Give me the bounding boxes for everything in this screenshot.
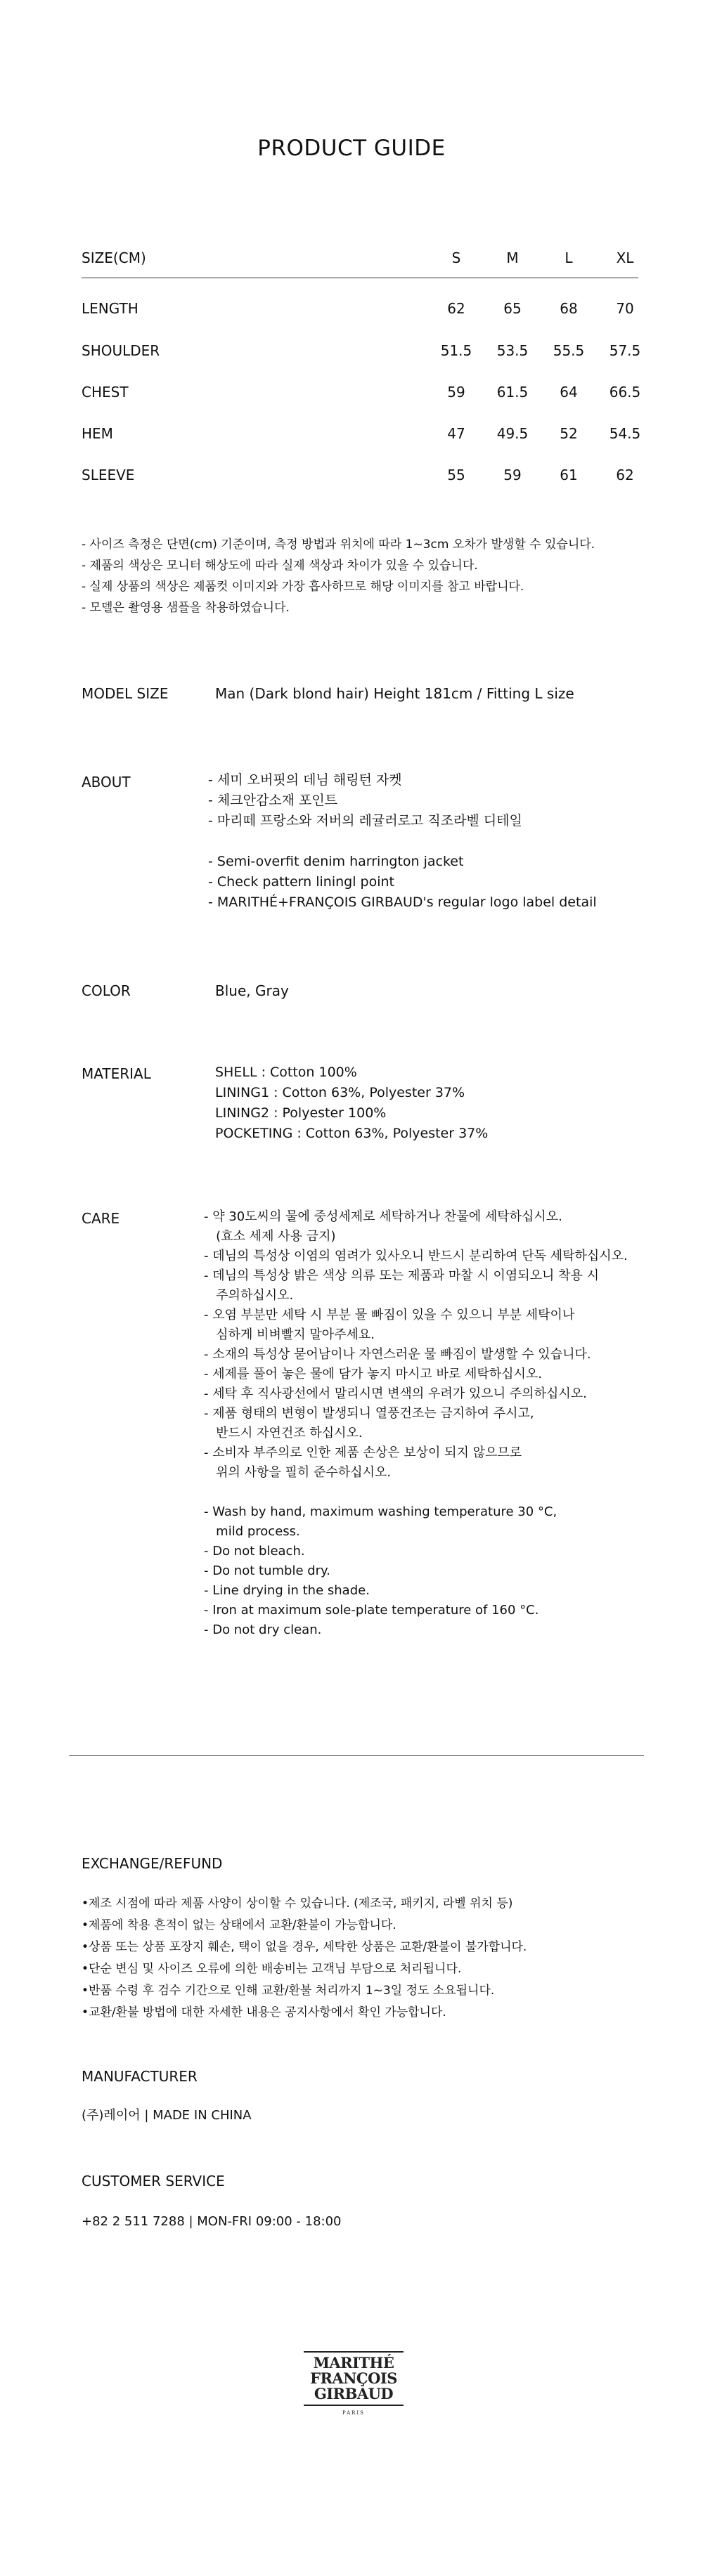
care-line: - 오염 부분만 세탁 시 부분 물 빠짐이 있을 수 있으니 부분 세탁이나 xyxy=(204,1308,575,1322)
color-value: Blue, Gray xyxy=(215,982,289,999)
note-line: - 모델은 촬영용 샘플을 착용하였습니다. xyxy=(82,601,290,615)
table-row xyxy=(82,342,641,363)
care-line: - Do not dry clean. xyxy=(204,1622,322,1637)
care-line: - 소비자 부주의로 인한 제품 손상은 보상이 되지 않으므로 xyxy=(204,1445,522,1460)
table-cell: 62 xyxy=(616,467,634,483)
table-cell: 62 xyxy=(447,300,465,317)
table-cell: 54.5 xyxy=(609,425,641,442)
table-row xyxy=(82,384,641,405)
about-line: - Semi-overfit denim harrington jacket xyxy=(208,854,464,869)
size-header-label: SIZE(CM) xyxy=(82,249,146,266)
care-label: CARE xyxy=(82,1210,120,1227)
row-label: SLEEVE xyxy=(82,467,135,483)
table-cell: 55.5 xyxy=(553,342,585,359)
model-size-value: Man (Dark blond hair) Height 181cm / Fitting L size xyxy=(215,685,574,702)
care-line: - Line drying in the shade. xyxy=(204,1583,370,1598)
table-cell: 61.5 xyxy=(496,384,529,401)
table-cell: 57.5 xyxy=(609,342,641,359)
customer-service-value: +82 2 511 7288 | MON-FRI 09:00 - 18:00 xyxy=(82,2214,342,2229)
material-line: LINING1 : Cotton 63%, Polyester 37% xyxy=(215,1085,465,1100)
customer-service-label: CUSTOMER SERVICE xyxy=(82,2173,225,2190)
exchange-line: •교환/환불 방법에 대한 자세한 내용은 공지사항에서 확인 가능합니다. xyxy=(82,2005,446,2019)
table-row xyxy=(82,300,638,321)
about-line: - MARITHÉ+FRANÇOIS GIRBAUD's regular logo label detail xyxy=(208,895,597,910)
logo-rule-bottom xyxy=(304,2405,404,2406)
logo-word: FRANÇOIS xyxy=(310,2369,397,2387)
care-line: - 세제를 풀어 놓은 물에 담가 놓지 마시고 바로 세탁하십시오. xyxy=(204,1367,543,1381)
exchange-line: •상품 또는 상품 포장지 훼손, 택이 없을 경우, 세탁한 상품은 교환/환불이 불가합니다. xyxy=(82,1940,527,1954)
table-cell: 64 xyxy=(560,384,578,401)
care-text xyxy=(204,1207,628,1640)
table-row xyxy=(82,425,641,446)
section-divider xyxy=(69,1755,644,1756)
care-line: - 세탁 후 직사광선에서 말리시면 변색의 우려가 있으니 주의하십시오. xyxy=(204,1386,587,1401)
size-header-s: S xyxy=(451,249,461,266)
size-header-m: M xyxy=(506,249,519,266)
about-line: - 체크안감소재 포인트 xyxy=(208,793,338,808)
care-line: - Do not bleach. xyxy=(204,1544,305,1559)
care-line: 반드시 자연건조 하십시오. xyxy=(204,1426,363,1440)
row-label: LENGTH xyxy=(82,300,138,317)
note-line: - 사이즈 측정은 단면(cm) 기준이며, 측정 방법과 위치에 따라 1~3cm 오차가 발생할 수 있습니다. xyxy=(82,538,595,552)
table-cell: 53.5 xyxy=(496,342,529,359)
row-label: HEM xyxy=(82,425,113,442)
exchange-line: •제품에 착용 흔적이 없는 상태에서 교환/환불이 가능합니다. xyxy=(82,1918,396,1932)
care-line: mild process. xyxy=(204,1524,300,1539)
table-cell: 66.5 xyxy=(609,384,641,401)
exchange-refund-label: EXCHANGE/REFUND xyxy=(82,1855,223,1872)
logo-word: GIRBAUD xyxy=(314,2385,394,2402)
logo-word: MARITHÉ xyxy=(313,2354,394,2372)
note-line: - 제품의 색상은 모니터 해상도에 따라 실제 색상과 차이가 있을 수 있습니다. xyxy=(82,559,478,573)
care-line: 위의 사항을 필히 준수하십시오. xyxy=(204,1465,392,1480)
table-cell: 68 xyxy=(560,300,578,317)
table-cell: 70 xyxy=(616,300,634,317)
material-text xyxy=(215,1062,488,1144)
material-line: SHELL : Cotton 100% xyxy=(215,1065,357,1080)
exchange-line: •제조 시점에 따라 제품 사양이 상이할 수 있습니다. (제조국, 패키지, 라벨 위치 등) xyxy=(82,1897,513,1911)
row-label: SHOULDER xyxy=(82,342,160,359)
table-cell: 49.5 xyxy=(496,425,529,442)
size-header-l: L xyxy=(565,249,573,266)
about-line: - 마리떼 프랑소와 저버의 레귤러로고 직조라벨 디테일 xyxy=(208,813,522,828)
care-line: 주의하십시오. xyxy=(204,1288,294,1303)
care-line: - 제품 형태의 변형이 발생되니 열풍건조는 금지하여 주시고, xyxy=(204,1406,534,1421)
care-line xyxy=(204,1483,628,1502)
material-line: LINING2 : Polyester 100% xyxy=(215,1105,387,1121)
material-line: POCKETING : Cotton 63%, Polyester 37% xyxy=(215,1126,489,1141)
brand-logo xyxy=(302,2351,405,2416)
table-cell: 51.5 xyxy=(440,342,472,359)
table-row xyxy=(82,467,638,488)
note-line: - 실제 상품의 색상은 제품컷 이미지와 가장 흡사하므로 해당 이미지를 참고 바랍니다. xyxy=(82,580,524,594)
table-cell: 55 xyxy=(447,467,465,483)
care-line: - Wash by hand, maximum washing temperature 30 °C, xyxy=(204,1504,557,1519)
table-cell: 52 xyxy=(560,425,578,442)
page-title: PRODUCT GUIDE xyxy=(257,136,446,161)
color-label: COLOR xyxy=(82,982,131,999)
manufacturer-label: MANUFACTURER xyxy=(82,2068,198,2085)
row-label: CHEST xyxy=(82,384,129,401)
about-label: ABOUT xyxy=(82,774,131,791)
about-line: - Check pattern liningl point xyxy=(208,874,394,890)
logo-tagline: PARIS xyxy=(342,2410,365,2416)
about-line: - 세미 오버핏의 데님 해링턴 자켓 xyxy=(208,772,402,788)
exchange-refund-text xyxy=(82,1893,527,2024)
size-notes xyxy=(82,534,595,618)
care-line: - 데님의 특성상 이염의 염려가 있사오니 반드시 분리하여 단독 세탁하십시오. xyxy=(204,1249,628,1263)
table-cell: 47 xyxy=(447,425,465,442)
about-line xyxy=(208,831,597,852)
table-cell: 61 xyxy=(560,467,578,483)
exchange-line: •단순 변심 및 사이즈 오류에 의한 배송비는 고객님 부담으로 처리됩니다. xyxy=(82,1962,462,1976)
exchange-line: •반품 수령 후 검수 기간으로 인해 교환/환불 처리까지 1~3일 정도 소요됩니다. xyxy=(82,1984,495,1998)
model-size-label: MODEL SIZE xyxy=(82,685,169,702)
table-cell: 65 xyxy=(503,300,522,317)
care-line: - 소재의 특성상 묻어남이나 자연스러운 물 빠짐이 발생할 수 있습니다. xyxy=(204,1347,591,1362)
care-line: - Do not tumble dry. xyxy=(204,1563,330,1578)
manufacturer-value: (주)레이어 | MADE IN CHINA xyxy=(82,2108,252,2123)
care-line: - 데님의 특성상 밝은 색상 의류 또는 제품과 마찰 시 이염되오니 착용 시 xyxy=(204,1268,600,1283)
care-line: 심하게 비벼빨지 말아주세요. xyxy=(204,1327,375,1342)
material-label: MATERIAL xyxy=(82,1065,151,1082)
care-line: (효소 세제 사용 금지) xyxy=(204,1229,336,1244)
size-table-header xyxy=(82,249,638,271)
about-text xyxy=(208,770,597,913)
size-header-xl: XL xyxy=(616,249,634,266)
care-line: - Iron at maximum sole-plate temperature of 160 °C. xyxy=(204,1603,539,1618)
table-cell: 59 xyxy=(447,384,465,401)
table-cell: 59 xyxy=(503,467,522,483)
care-line: - 약 30도씨의 물에 중성세제로 세탁하거나 찬물에 세탁하십시오. xyxy=(204,1209,562,1224)
